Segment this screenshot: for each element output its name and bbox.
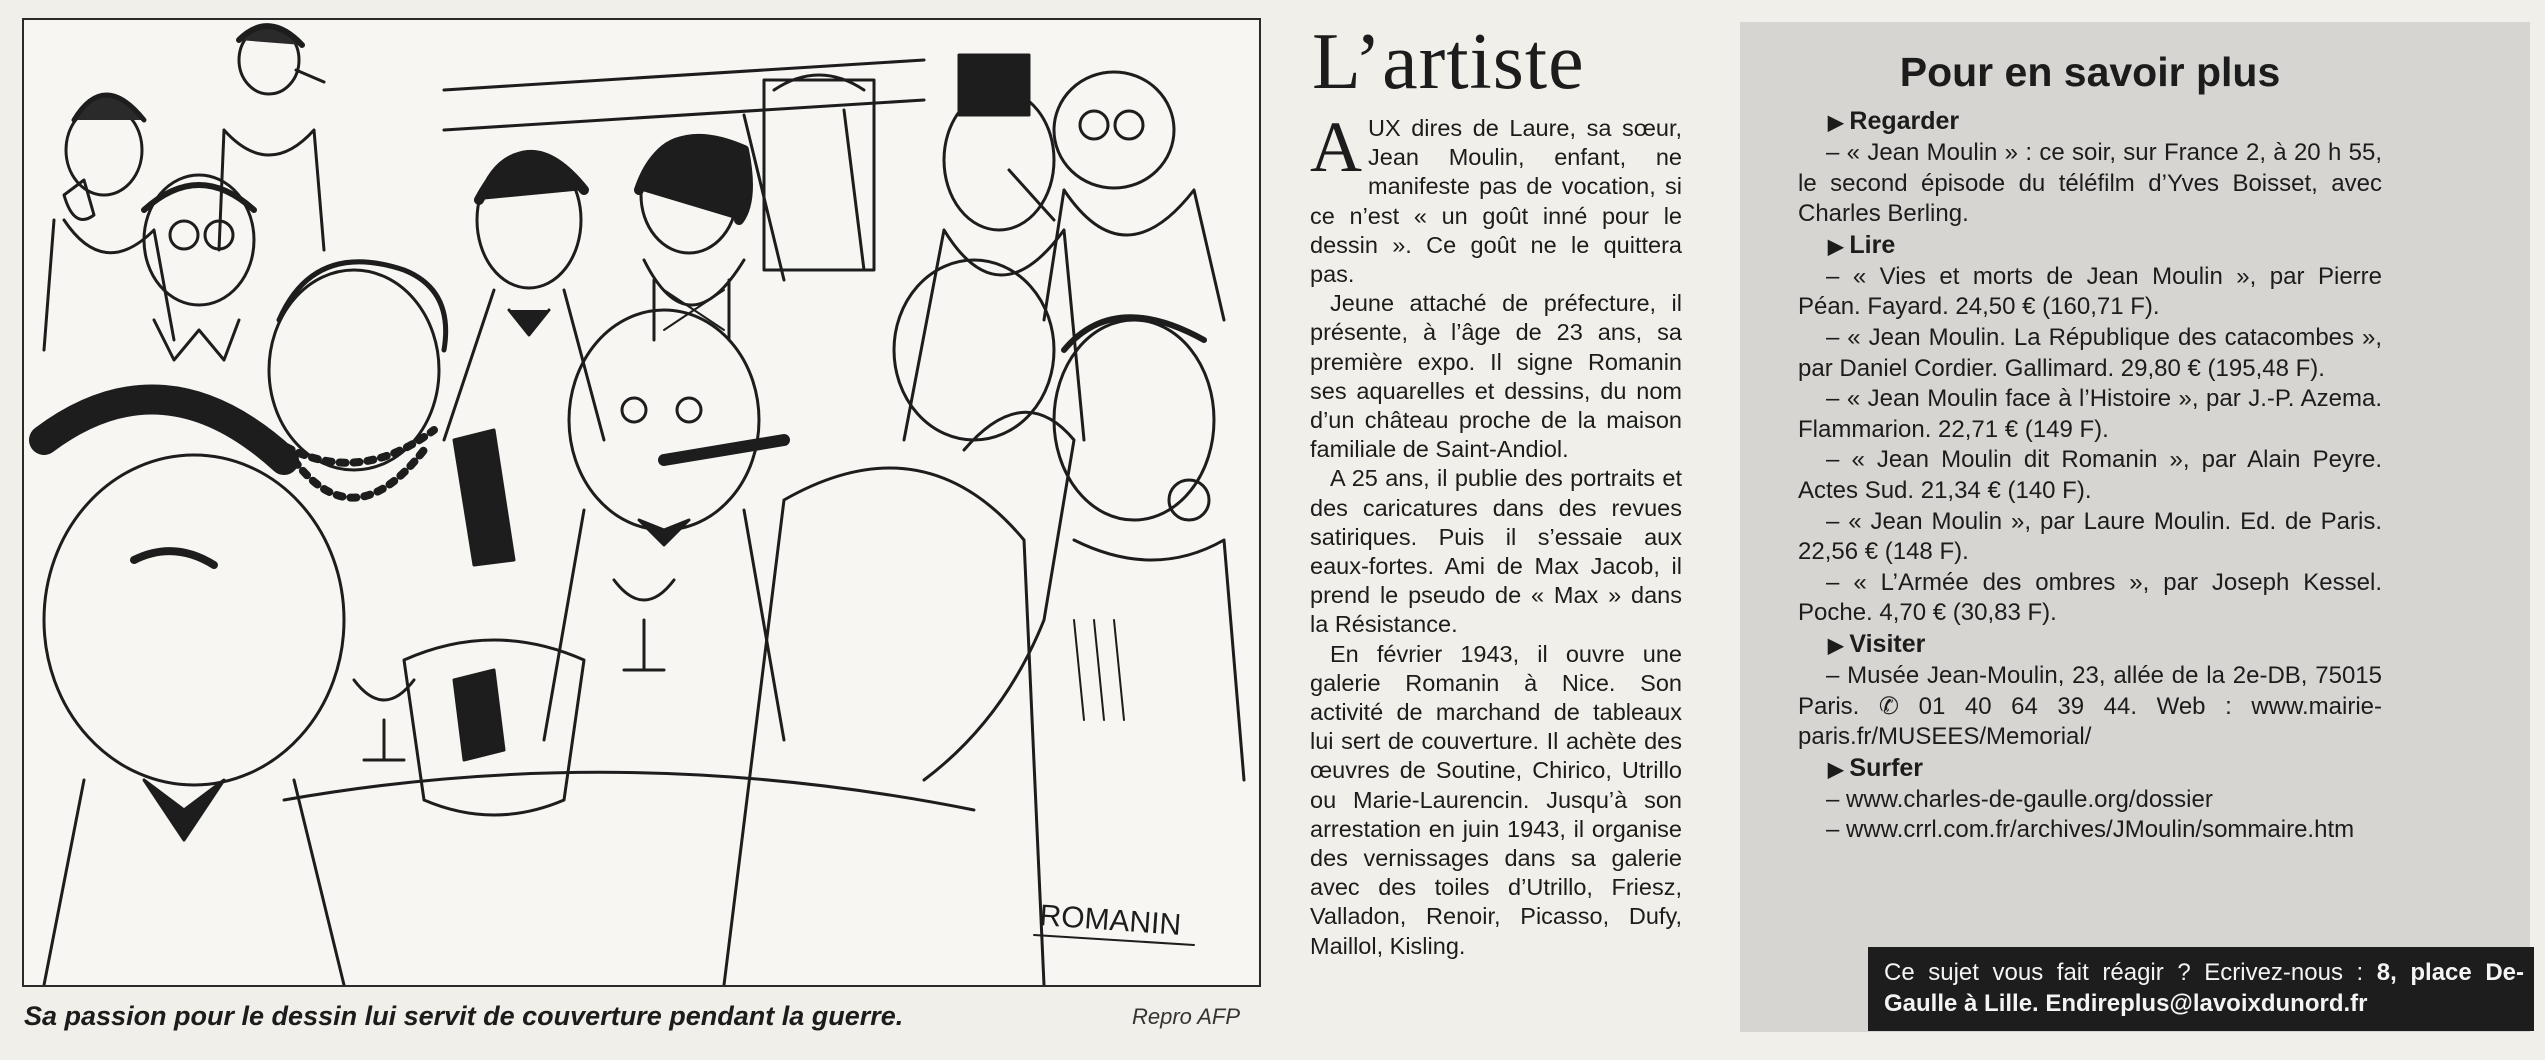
web-link: – www.crrl.com.fr/archives/JMoulin/sommaire.htm [1826,816,2355,844]
section-heading-label: Visiter [1849,629,1926,658]
article-paragraph-3: A 25 ans, il publie des portraits et des caricatures dans des revues satiriques. Puis il s’essaie aux eaux-fortes. Ami de Max Jacob, il prend le pseudo de « Max » dans la Résistance. [1310,465,1682,638]
reference-entry: – « L’Armée des ombres », par Joseph Kessel. Poche. 4,70 € (30,83 F). [1798,568,2382,627]
section-heading-label: Regarder [1849,107,1960,135]
reference-entry: – « Jean Moulin. La République des catacombes », par Daniel Cordier. Gallimard. 29,80 € (195,48 F). [1798,323,2382,382]
reference-entry: – « Jean Moulin » : ce soir, sur France 2, à 20 h 55, le second épisode du téléfilm d’Yves Boisset, avec Charles Berling. [1798,139,2382,228]
section-heading [1828,753,2382,785]
section-heading [1828,230,2382,262]
article-paragraph-1 [1310,107,1682,289]
illustration-caption: Sa passion pour le dessin lui servit de couverture pendant la guerre. [24,1001,904,1031]
article-column [1310,14,1682,1054]
section-lire [1798,230,2382,629]
article-body [1310,107,1682,961]
reader-prompt: Ce sujet vous fait réagir ? Ecrivez-nous : [1884,959,2377,986]
sidebar-box [1740,22,2530,1032]
section-visiter [1798,629,2382,753]
reference-entry: – Musée Jean-Moulin, 23, allée de la 2e-DB, 75015 Paris. ✆ 01 40 64 39 44. Web : www.mairie-paris.fr/MUSEES/Memorial/ [1798,661,2382,751]
web-link: – www.charles-de-gaulle.org/dossier [1826,785,2213,813]
sidebar-title: Pour en savoir plus [1899,49,2281,95]
triangle-bullet-icon: ▶ [1828,634,1844,657]
reference-entry: – « Jean Moulin », par Laure Moulin. Ed. de Paris. 22,56 € (148 F). [1798,507,2382,566]
section-heading [1828,629,2382,661]
triangle-bullet-icon: ▶ [1828,235,1844,258]
reference-entry: – « Jean Moulin dit Romanin », par Alain Peyre. Actes Sud. 21,34 € (140 F). [1798,446,2382,504]
article-paragraph-4: En février 1943, il ouvre une galerie Romanin à Nice. Son activité de marchand de tableaux lui sert de couverture. Il achète des œuvres de Soutine, Chirico, Utrillo ou Marie-Laurencin. Jusqu’à son arrestation en juin 1943, il organise des vernissages dans sa galerie avec des toiles d’Utrillo, Friesz, Valladon, Renoir, Picasso, Dufy, Maillol, Kisling. [1310,640,1682,959]
section-heading [1828,106,2382,138]
reader-address: 8, place De-Gaulle à Lille. Endireplus@lavoixdunord.fr [1884,959,2524,1017]
section-heading-label: Lire [1849,230,1896,259]
article-title: L’artiste [1312,18,1585,106]
sidebar-content [1798,46,2382,846]
section-heading-label: Surfer [1849,753,1924,782]
section-surfer [1798,753,2382,846]
illustration-signature: ROMANIN [1038,899,1183,942]
reader-response-bar [1868,947,2534,1031]
article-paragraph-1-text: dires de Laure, sa sœur, Jean Moulin, enfant, ne manifeste pas de vocation, si ce n’est « un goût inné pour le dessin ». Ce goût ne le quittera pas. [1310,115,1682,288]
reference-entry: – « Jean Moulin face à l’Histoire », par J.-P. Azema. Flammarion. 22,71 € (149 F). [1798,385,2382,443]
triangle-bullet-icon: ▶ [1828,758,1844,781]
section-regarder [1798,106,2382,230]
article-paragraph-2: Jeune attaché de préfecture, il présente, à l’âge de 23 ans, sa première expo. Il signe Romanin ses aquarelles et dessins, du nom d’un château proche de la maison familiale de Saint-Andiol. [1310,290,1682,463]
caricature-illustration [22,18,1261,987]
drop-cap: A [1310,107,1362,187]
lead-caps: UX [1368,115,1401,141]
reference-entry: – « Vies et morts de Jean Moulin », par Pierre Péan. Fayard. 24,50 € (160,71 F). [1798,262,2382,321]
photo-credit: Repro AFP [1132,1004,1241,1029]
triangle-bullet-icon: ▶ [1828,112,1844,134]
